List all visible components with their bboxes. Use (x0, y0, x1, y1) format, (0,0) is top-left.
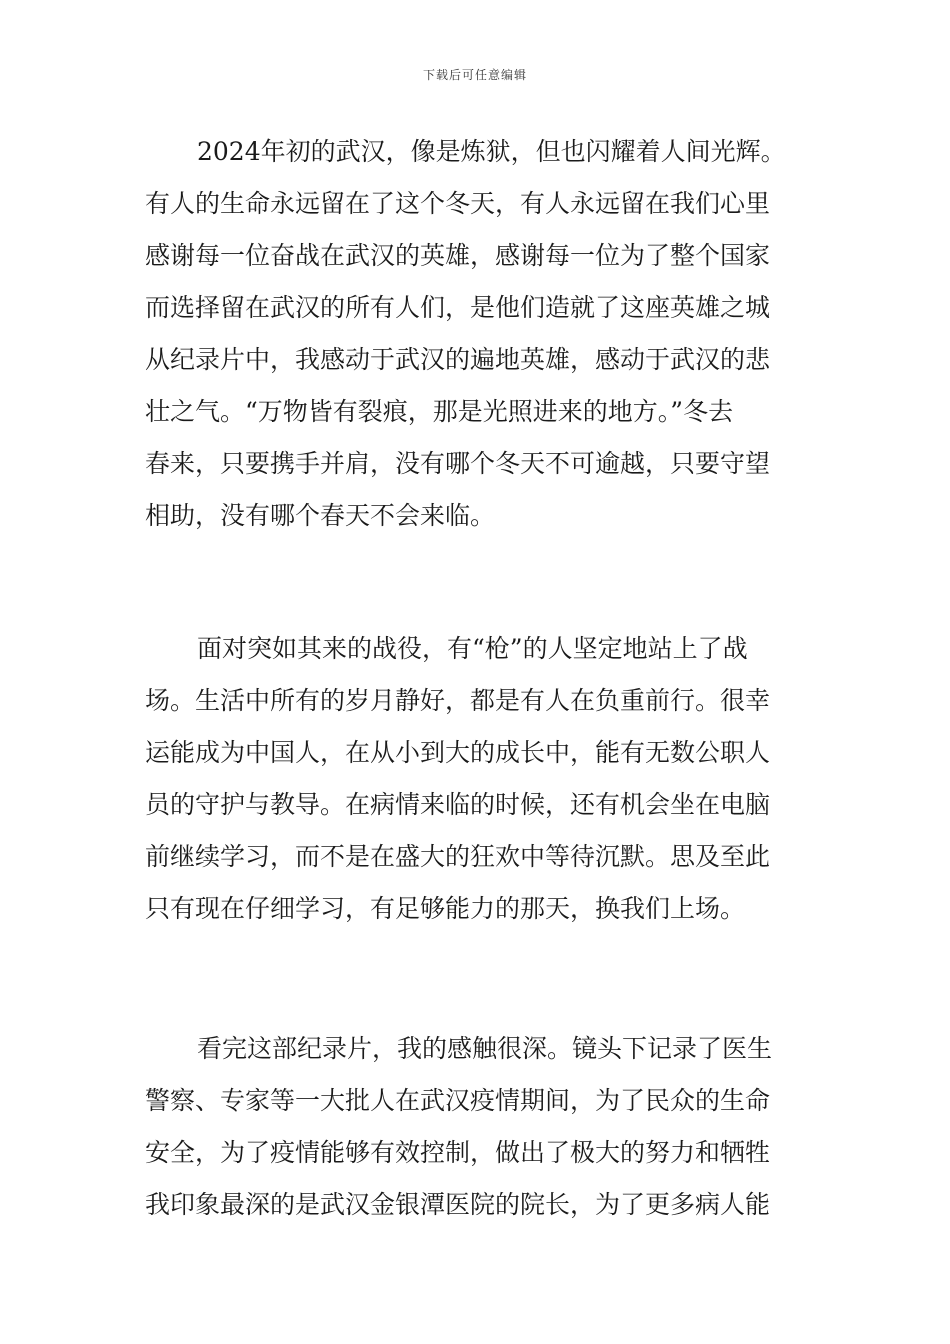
page-header: 下载后可任意编辑 (422, 68, 527, 82)
text-line: 我印象最深的是武汉金银潭医院的院长，为了更多病人能 (145, 1190, 771, 1219)
text-line: 相助，没有哪个春天不会来临。 (145, 501, 496, 530)
paragraph-3 (145, 1023, 815, 1231)
text-line: 前继续学习，而不是在盛大的狂欢中等待沉默。思及至此 (145, 842, 771, 871)
paragraph-2 (145, 623, 815, 935)
text-line: 安全，为了疫情能够有效控制，做出了极大的努力和牺牲 (145, 1138, 771, 1167)
text-line: 而选择留在武汉的所有人们，是他们造就了这座英雄之城 (145, 293, 771, 322)
text-line: 看完这部纪录片，我的感触很深。镜头下记录了医生 (197, 1034, 773, 1063)
paragraph-1 (145, 126, 815, 542)
text-line: 春来，只要携手并肩，没有哪个冬天不可逾越，只要守望 (145, 449, 771, 478)
text-line: 有人的生命永远留在了这个冬天，有人永远留在我们心里 (145, 189, 771, 218)
text-line: 2024年初的武汉，像是炼狱，但也闪耀着人间光辉。 (197, 137, 786, 166)
text-line: 员的守护与教导。在病情来临的时候，还有机会坐在电脑 (145, 790, 771, 819)
text-line: 面对突如其来的战役，有“枪”的人坚定地站上了战 (197, 634, 748, 663)
text-line: 场。生活中所有的岁月静好，都是有人在负重前行。很幸 (145, 686, 771, 715)
text-line: 运能成为中国人，在从小到大的成长中，能有无数公职人 (145, 738, 771, 767)
text-line: 警察、专家等一大批人在武汉疫情期间，为了民众的生命 (145, 1086, 771, 1115)
text-line: 感谢每一位奋战在武汉的英雄，感谢每一位为了整个国家 (145, 241, 771, 270)
text-line: 只有现在仔细学习，有足够能力的那天，换我们上场。 (145, 894, 746, 923)
text-line: 从纪录片中，我感动于武汉的遍地英雄，感动于武汉的悲 (145, 345, 771, 374)
text-line: 壮之气。“万物皆有裂痕，那是光照进来的地方。”冬去 (145, 397, 734, 426)
